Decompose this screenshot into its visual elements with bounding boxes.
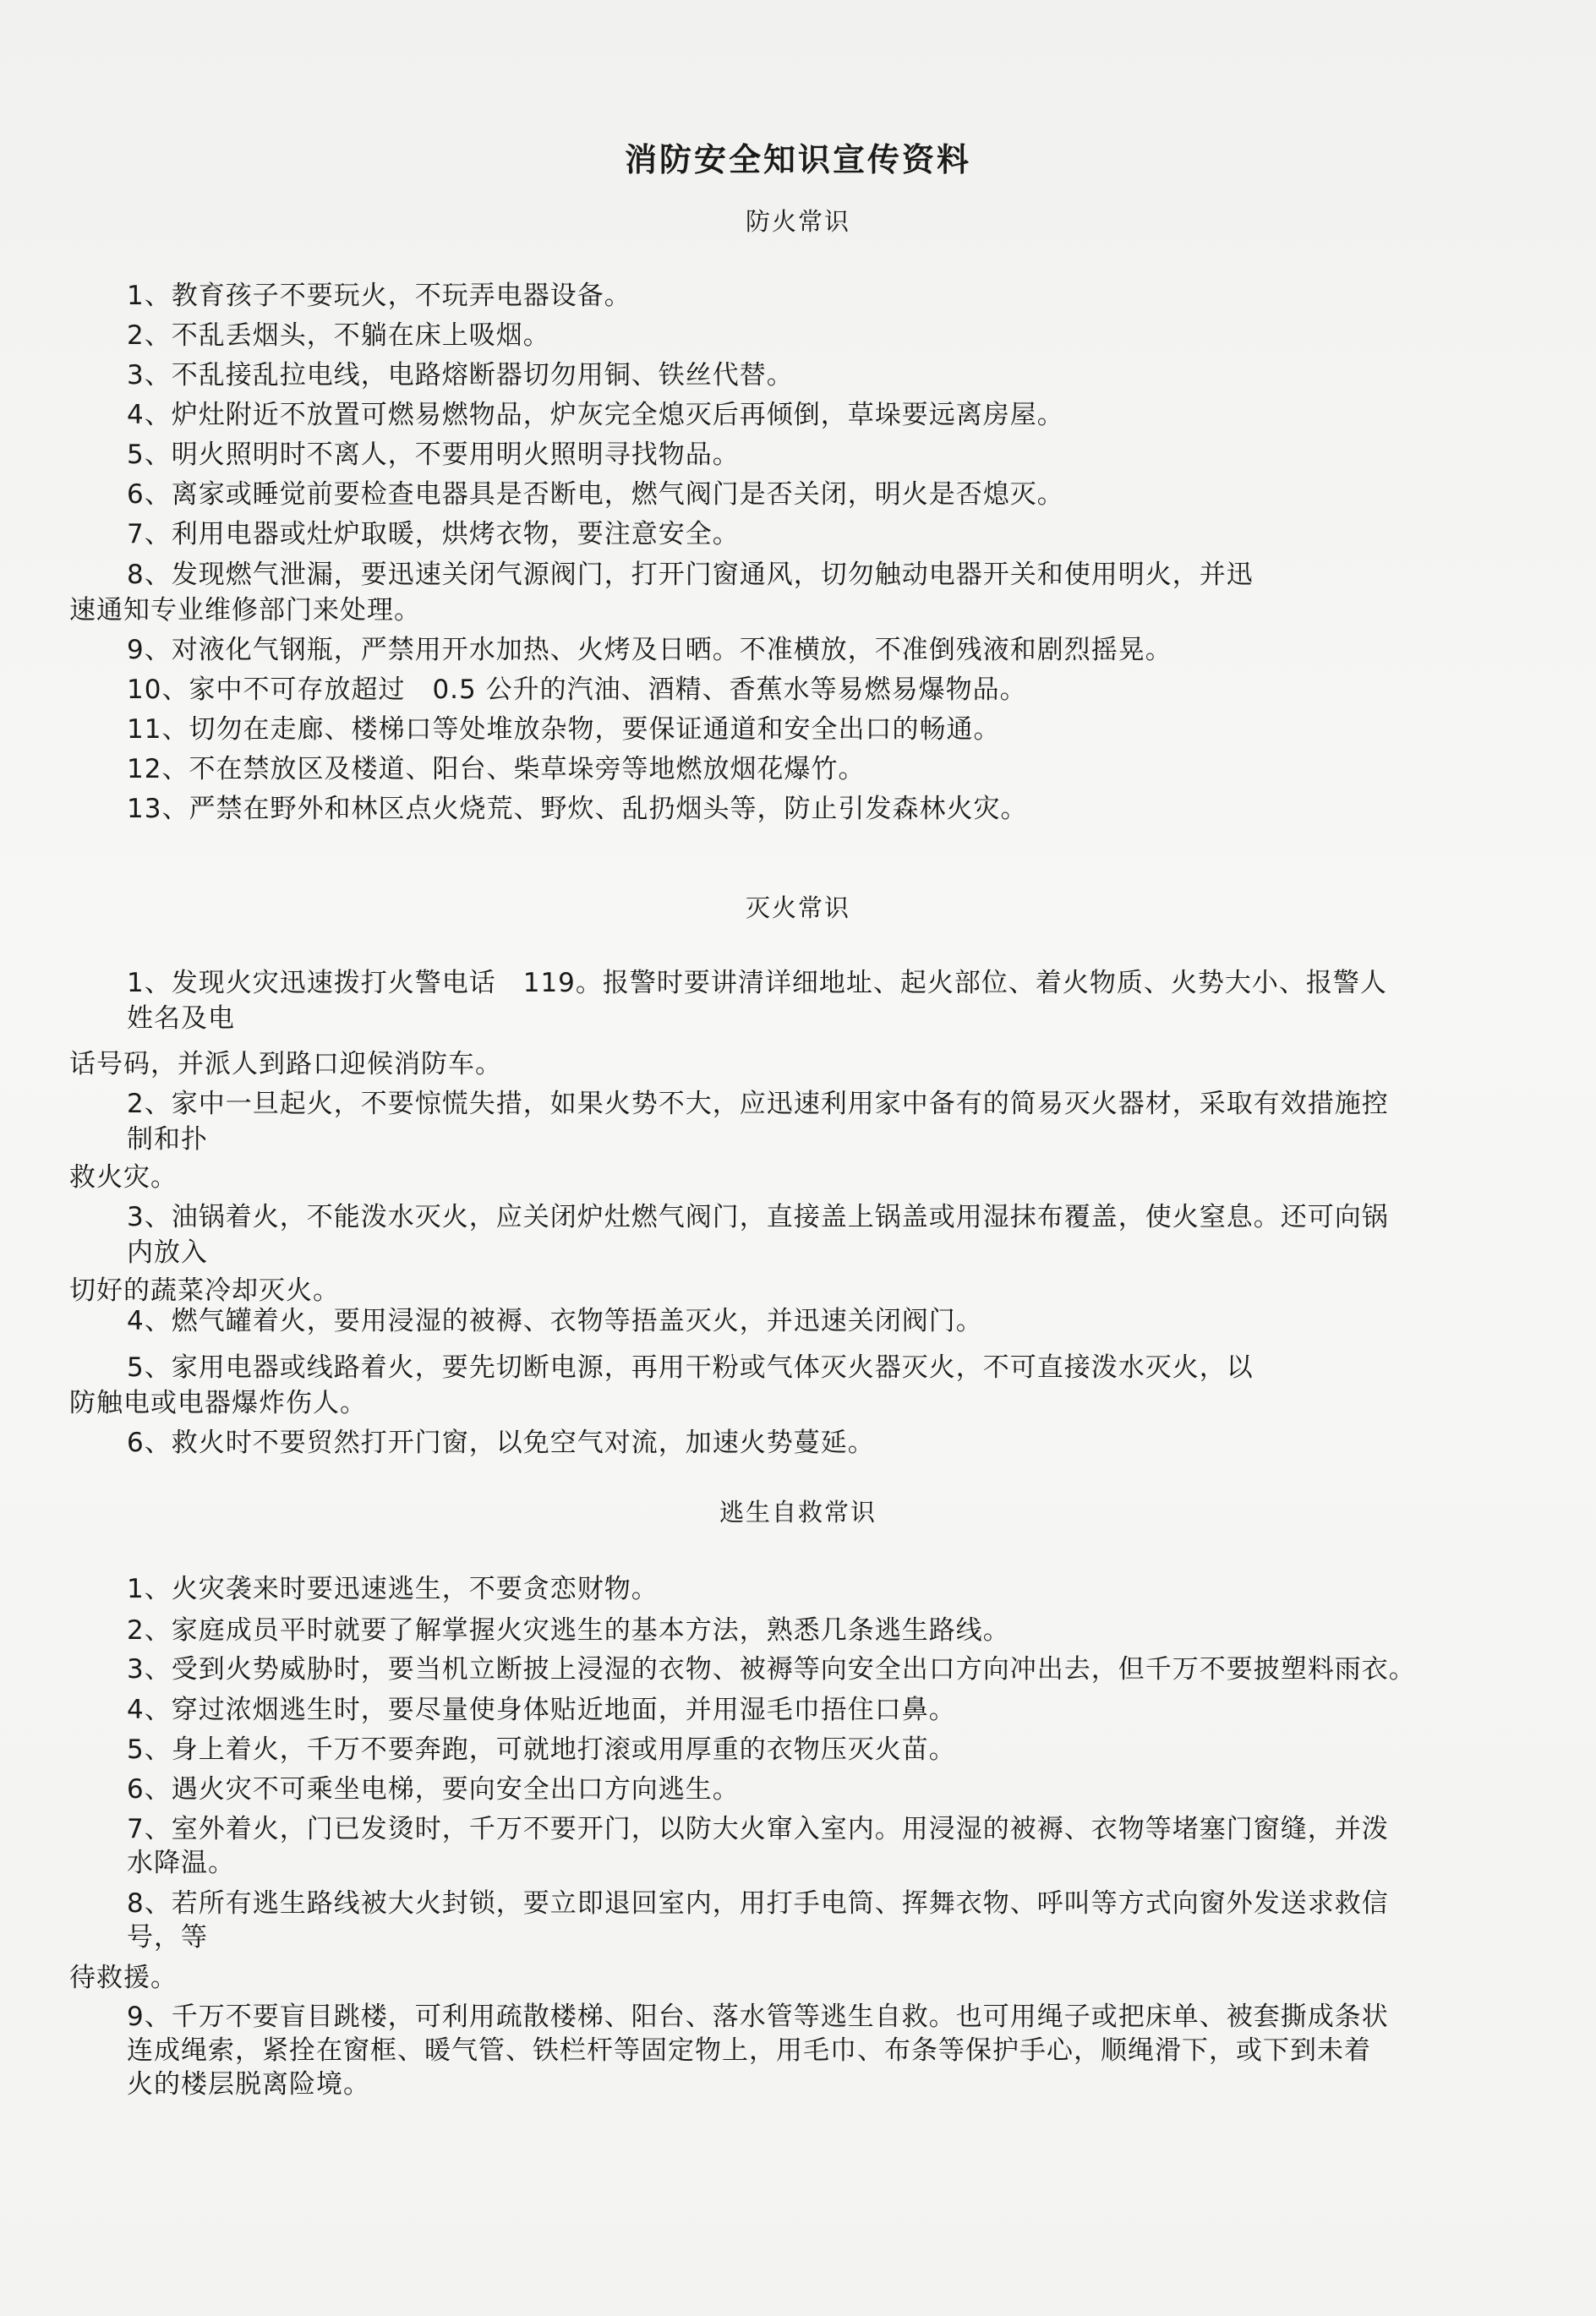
list-item-wrap: 连成绳索，紧拴在窗框、暖气管、铁栏杆等固定物上，用毛巾、布条等保护手心，顺绳滑下，或下到未着 [127,2035,1371,2066]
list-item: 9、对液化气钢瓶，严禁用开水加热、火烤及日晒。不准横放，不准倒残液和剧烈摇晃。 [127,635,1172,665]
list-item: 9、千万不要盲目跳楼，可利用疏散楼梯、阳台、落水管等逃生自救。也可用绳子或把床单、被套撕成条状 [127,2002,1389,2032]
list-item: 5、明火照明时不离人，不要用明火照明寻找物品。 [127,440,740,470]
list-item: 1、发现火灾迅速拨打火警电话 119。报警时要讲清详细地址、起火部位、着火物质、火势大小、报警人 [127,968,1387,998]
list-item: 6、遇火灾不可乘坐电梯，要向安全出口方向逃生。 [127,1774,740,1805]
list-item-wrap: 号，等 [127,1922,208,1953]
list-item: 7、利用电器或灶炉取暖，烘烤衣物，要注意安全。 [127,519,740,549]
list-item: 6、救火时不要贸然打开门窗，以免空气对流，加速火势蔓延。 [127,1428,875,1458]
list-item: 1、教育孩子不要玩火，不玩弄电器设备。 [127,281,631,311]
list-item-continuation: 速通知专业维修部门来处理。 [69,595,421,625]
list-item-wrap: 内放入 [127,1237,208,1268]
list-item-continuation: 待救援。 [69,1963,178,1993]
list-item: 13、严禁在野外和林区点火烧荒、野炊、乱扔烟头等，防止引发森林火灾。 [127,794,1028,824]
list-item: 3、油锅着火，不能泼水灭火，应关闭炉灶燃气阀门，直接盖上锅盖或用湿抹布覆盖，使火窒息。还可向锅 [127,1202,1389,1232]
list-item: 2、不乱丢烟头，不躺在床上吸烟。 [127,320,550,351]
list-item: 3、受到火势威胁时，要当机立断披上浸湿的衣物、被褥等向安全出口方向冲出去，但千万不要披塑料雨衣。 [127,1654,1416,1685]
section-heading-escape: 逃生自救常识 [719,1498,877,1527]
list-item-continuation: 话号码，并派人到路口迎候消防车。 [69,1049,502,1079]
list-item: 11、切勿在走廊、楼梯口等处堆放杂物，要保证通道和安全出口的畅通。 [127,714,1001,745]
list-item: 12、不在禁放区及楼道、阳台、柴草垛旁等地燃放烟花爆竹。 [127,754,866,784]
list-item: 6、离家或睡觉前要检查电器具是否断电，燃气阀门是否关闭，明火是否熄灭。 [127,479,1064,510]
list-item: 4、炉灶附近不放置可燃易燃物品，炉灰完全熄灭后再倾倒，草垛要远离房屋。 [127,400,1064,430]
list-item-continuation: 切好的蔬菜冷却灭火。 [69,1275,340,1306]
list-item: 4、穿过浓烟逃生时，要尽量使身体贴近地面，并用湿毛巾捂住口鼻。 [127,1695,956,1725]
list-item: 5、家用电器或线路着火，要先切断电源，再用干粉或气体灭火器灭火，不可直接泼水灭火，以 [127,1352,1254,1383]
list-item-wrap: 火的楼层脱离险境。 [127,2069,370,2100]
list-item: 2、家中一旦起火，不要惊慌失措，如果火势不大，应迅速利用家中备有的简易灭火器材，采取有效措施控 [127,1089,1389,1119]
list-item: 3、不乱接乱拉电线，电路熔断器切勿用铜、铁丝代替。 [127,360,794,391]
list-item: 8、发现燃气泄漏，要迅速关闭气源阀门，打开门窗通风，切勿触动电器开关和使用明火，并迅 [127,560,1254,590]
list-item: 5、身上着火，千万不要奔跑，可就地打滚或用厚重的衣物压灭火苗。 [127,1734,956,1765]
list-item: 2、家庭成员平时就要了解掌握火灾逃生的基本方法，熟悉几条逃生路线。 [127,1615,1010,1646]
list-item: 1、火灾袭来时要迅速逃生，不要贪恋财物。 [127,1574,659,1604]
section-heading-firefighting: 灭火常识 [745,893,850,922]
list-item-continuation: 防触电或电器爆炸伤人。 [69,1388,367,1418]
list-item: 4、燃气罐着火，要用浸湿的被褥、衣物等捂盖灭火，并迅速关闭阀门。 [127,1306,983,1336]
list-item: 8、若所有逃生路线被大火封锁，要立即退回室内，用打手电筒、挥舞衣物、呼叫等方式向窗外发送求救信 [127,1888,1389,1919]
list-item-wrap: 制和扑 [127,1124,208,1155]
list-item-wrap: 水降温。 [127,1848,235,1878]
list-item-wrap: 姓名及电 [127,1003,235,1034]
section-heading-fire-prevention: 防火常识 [745,207,850,236]
document-title: 消防安全知识宣传资料 [624,141,971,178]
list-item: 10、家中不可存放超过 0.5 公升的汽油、酒精、香蕉水等易燃易爆物品。 [127,675,1027,705]
list-item-continuation: 救火灾。 [69,1162,178,1193]
list-item: 7、室外着火，门已发烫时，千万不要开门，以防大火窜入室内。用浸湿的被褥、衣物等堵塞门窗缝，并泼 [127,1814,1389,1844]
